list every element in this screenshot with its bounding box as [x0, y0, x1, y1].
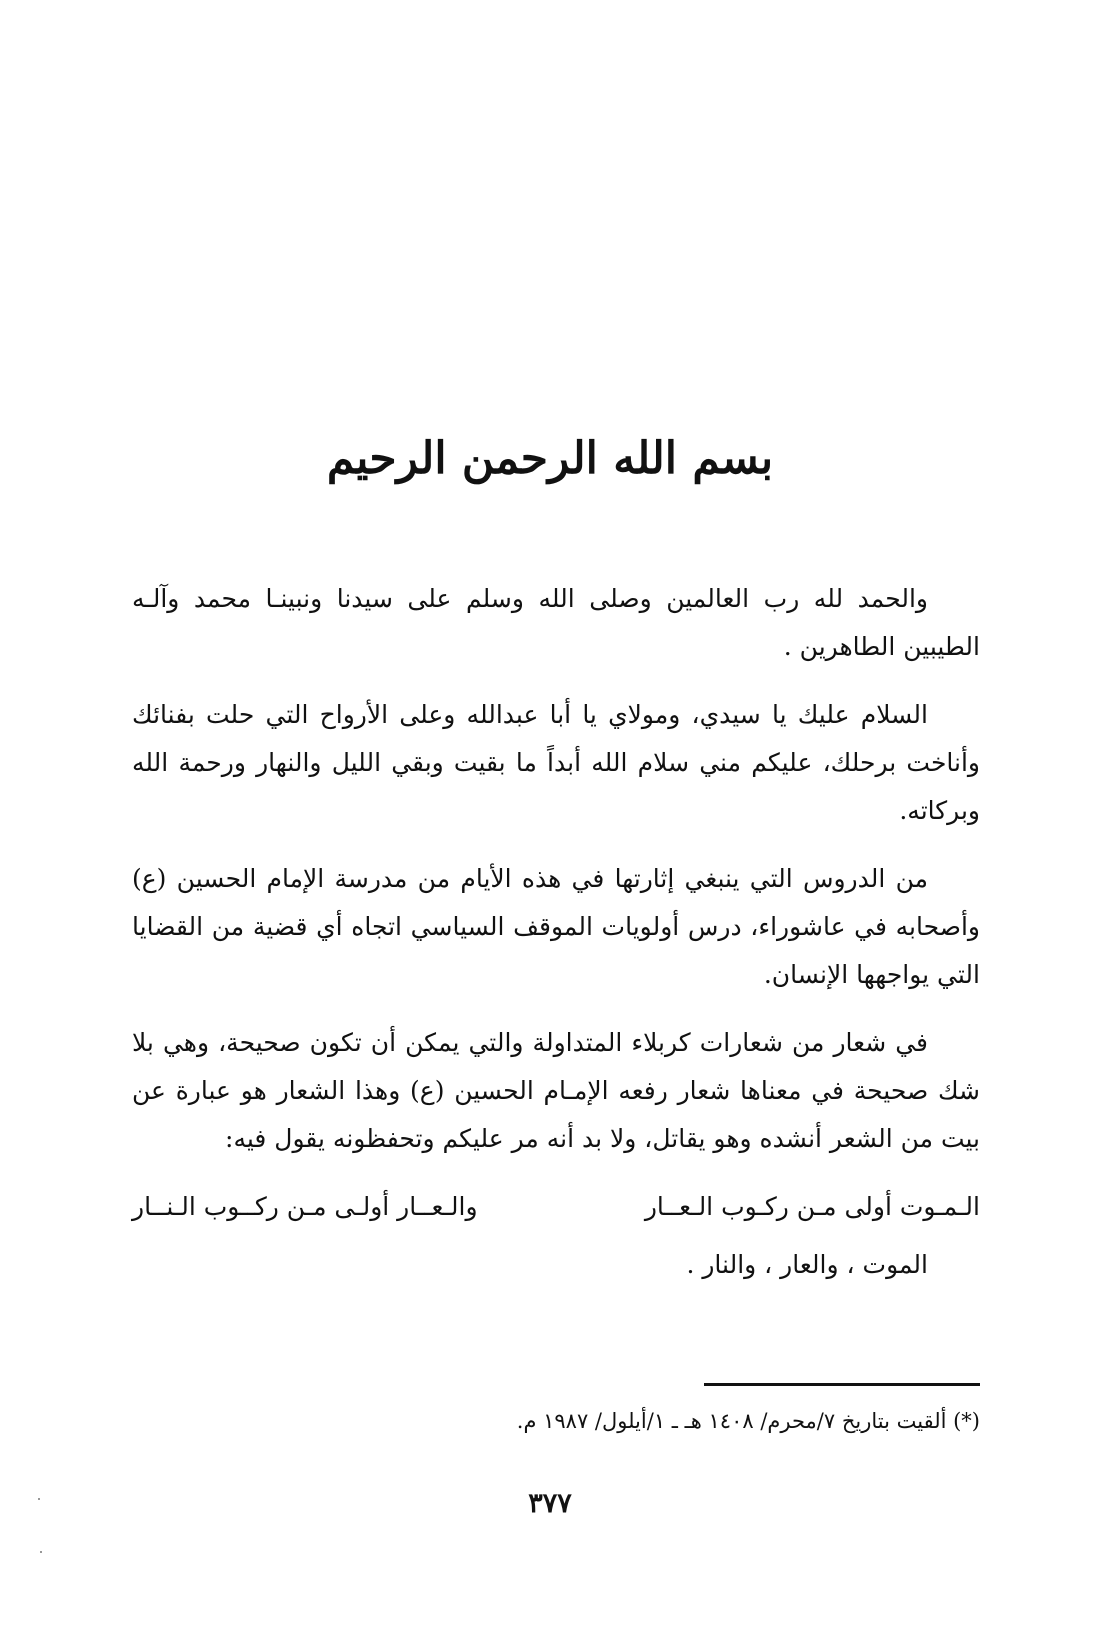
- footnote-divider: [704, 1383, 980, 1386]
- verse-second-hemistich: والـعــار أولـى مـن ركــوب الـنــار: [132, 1192, 478, 1221]
- paragraph-slogan: في شعار من شعارات كربلاء المتداولة والتي يمكن أن تكون صحيحة، وهي بلا شك صحيحة في معناها شعار رفعه الإمـام الحسين (ع) وهذا الشعار هو عبارة عن بيت من الشعر أنشده وهو يقاتل، ولا بد أنه مر عليكم وتحفظونه يقول فيه:: [132, 1028, 980, 1153]
- paragraph-lessons: من الدروس التي ينبغي إثارتها في هذه الأيام من مدرسة الإمام الحسين (ع) وأصحابه في عاشوراء، درس أولويات الموقف السياسي اتجاه أي قضية من القضايا التي يواجهها الإنسان.: [132, 864, 980, 989]
- paragraph-praise: والحمد لله رب العالمين وصلى الله وسلم على سيدنا ونبينـا محمد وآلـه الطيبين الطاهرين .: [132, 584, 980, 661]
- footnote: (*) ألقيت بتاريخ ٧/محرم/ ١٤٠٨ هـ ـ ١/أيلول/ ١٩٨٧ م.: [516, 1409, 980, 1433]
- verse-note: الموت ، والعار ، والنار .: [686, 1250, 928, 1279]
- verse-first-hemistich: الـمـوت أولى مـن ركـوب الـعــار: [644, 1192, 980, 1221]
- poem-verse: [132, 1183, 980, 1231]
- scan-speck: [40, 1551, 42, 1553]
- page-number: ٣٧٧: [528, 1488, 572, 1519]
- paragraph-salutation: السلام عليك يا سيدي، ومولاي يا أبا عبدالله وعلى الأرواح التي حلت بفنائك وأناخت برحلك، عليكم مني سلام الله أبداً ما بقيت وبقي الليل والنهار ورحمة الله وبركاته.: [132, 700, 980, 825]
- page-title: بسم الله الرحمن الرحيم: [326, 433, 774, 484]
- body-text: [132, 575, 980, 1289]
- scan-speck: [38, 1498, 40, 1500]
